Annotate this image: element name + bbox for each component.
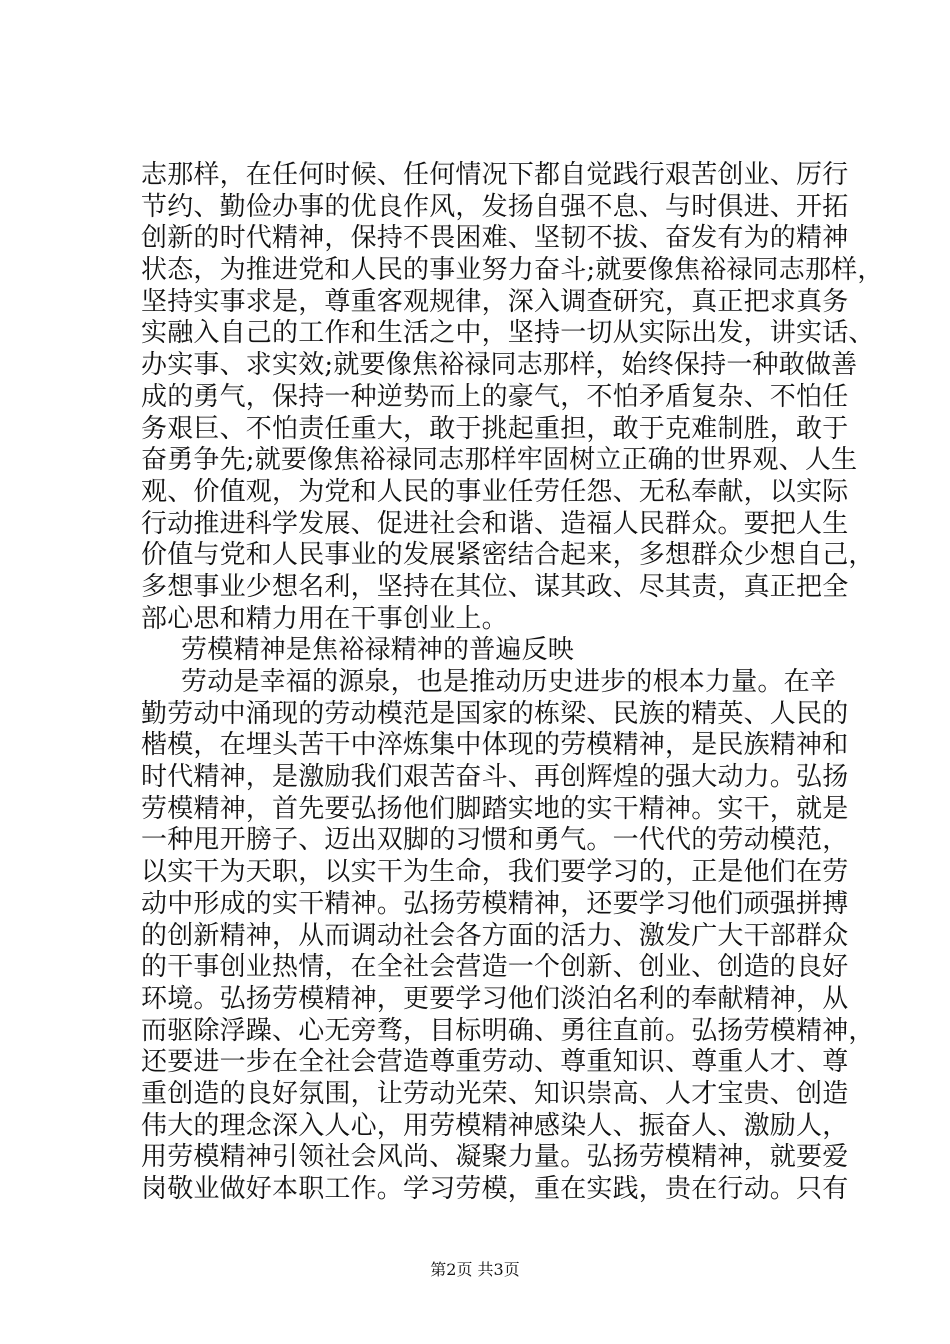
text-line: 奋勇争先;就要像焦裕禄同志那样牢固树立正确的世界观、人生 xyxy=(141,445,858,476)
text-line: 的创新精神，从而调动社会各方面的活力、激发广大干部群众 xyxy=(141,920,849,951)
text-line: 坚持实事求是，尊重客观规律，深入调查研究，真正把求真务 xyxy=(141,286,849,317)
text-line: 志那样，在任何时候、任何情况下都自觉践行艰苦创业、厉行 xyxy=(141,160,849,190)
text-line: 价值与党和人民事业的发展紧密结合起来，多想群众少想自己， xyxy=(141,540,875,571)
text-line: 伟大的理念深入人心，用劳模精神感染人、振奋人、激励人， xyxy=(141,1110,849,1141)
text-line: 部心思和精力用在干事创业上。 xyxy=(141,603,508,634)
text-line: 多想事业少想名利，坚持在其位、谋其政、尽其责，真正把全 xyxy=(141,571,849,602)
text-line: 重创造的良好氛围，让劳动光荣、知识崇高、人才宝贵、创造 xyxy=(141,1078,849,1109)
text-line: 还要进一步在全社会营造尊重劳动、尊重知识、尊重人才、尊 xyxy=(141,1047,849,1078)
text-line: 创新的时代精神，保持不畏困难、坚韧不拔、奋发有为的精神 xyxy=(141,223,849,254)
text-line: 观、价值观，为党和人民的事业任劳任怨、无私奉献，以实际 xyxy=(141,476,849,507)
text-line: 楷模，在埋头苦干中淬炼集中体现的劳模精神，是民族精神和 xyxy=(141,730,849,761)
section-heading: 劳模精神是焦裕禄精神的普遍反映 xyxy=(181,635,575,666)
page-footer xyxy=(0,1260,950,1280)
text-line: 成的勇气，保持一种逆势而上的豪气，不怕矛盾复杂、不怕任 xyxy=(141,381,849,412)
text-line: 时代精神，是激励我们艰苦奋斗、再创辉煌的强大动力。弘扬 xyxy=(141,762,849,793)
body-text xyxy=(141,160,884,1206)
text-line: 状态，为推进党和人民的事业努力奋斗;就要像焦裕禄同志那样， xyxy=(141,255,884,286)
text-line: 一种甩开膀子、迈出双脚的习惯和勇气。一代代的劳动模范， xyxy=(141,825,849,856)
page-number: 第2页 共3页 xyxy=(430,1260,520,1279)
text-line: 的干事创业热情，在全社会营造一个创新、创业、创造的良好 xyxy=(141,952,849,983)
text-line: 劳模精神，首先要弘扬他们脚踏实地的实干精神。实干，就是 xyxy=(141,793,849,824)
text-line: 劳动是幸福的源泉，也是推动历史进步的根本力量。在辛 xyxy=(181,667,837,697)
text-line: 行动推进科学发展、促进社会和谐、造福人民群众。要把人生 xyxy=(141,508,849,539)
text-line: 节约、勤俭办事的优良作风，发扬自强不息、与时俱进、开拓 xyxy=(141,191,849,222)
text-line: 务艰巨、不怕责任重大，敢于挑起重担，敢于克难制胜，敢于 xyxy=(141,413,849,444)
text-line: 实融入自己的工作和生活之中，坚持一切从实际出发，讲实话、 xyxy=(141,318,875,349)
text-line: 用劳模精神引领社会风尚、凝聚力量。弘扬劳模精神，就要爱 xyxy=(141,1142,849,1173)
text-line: 勤劳动中涌现的劳动模范是国家的栋梁、民族的精英、人民的 xyxy=(141,698,849,729)
text-line: 办实事、求实效;就要像焦裕禄同志那样，始终保持一种敢做善 xyxy=(141,350,858,381)
text-line: 岗敬业做好本职工作。学习劳模，重在实践，贵在行动。只有 xyxy=(141,1174,849,1204)
text-line: 动中形成的实干精神。弘扬劳模精神，还要学习他们顽强拼搏 xyxy=(141,888,849,919)
text-line: 而驱除浮躁、心无旁骛，目标明确、勇往直前。弘扬劳模精神， xyxy=(141,1015,875,1046)
text-line: 以实干为天职，以实干为生命，我们要学习的，正是他们在劳 xyxy=(141,857,849,888)
text-line: 环境。弘扬劳模精神，更要学习他们淡泊名利的奉献精神，从 xyxy=(141,983,849,1014)
